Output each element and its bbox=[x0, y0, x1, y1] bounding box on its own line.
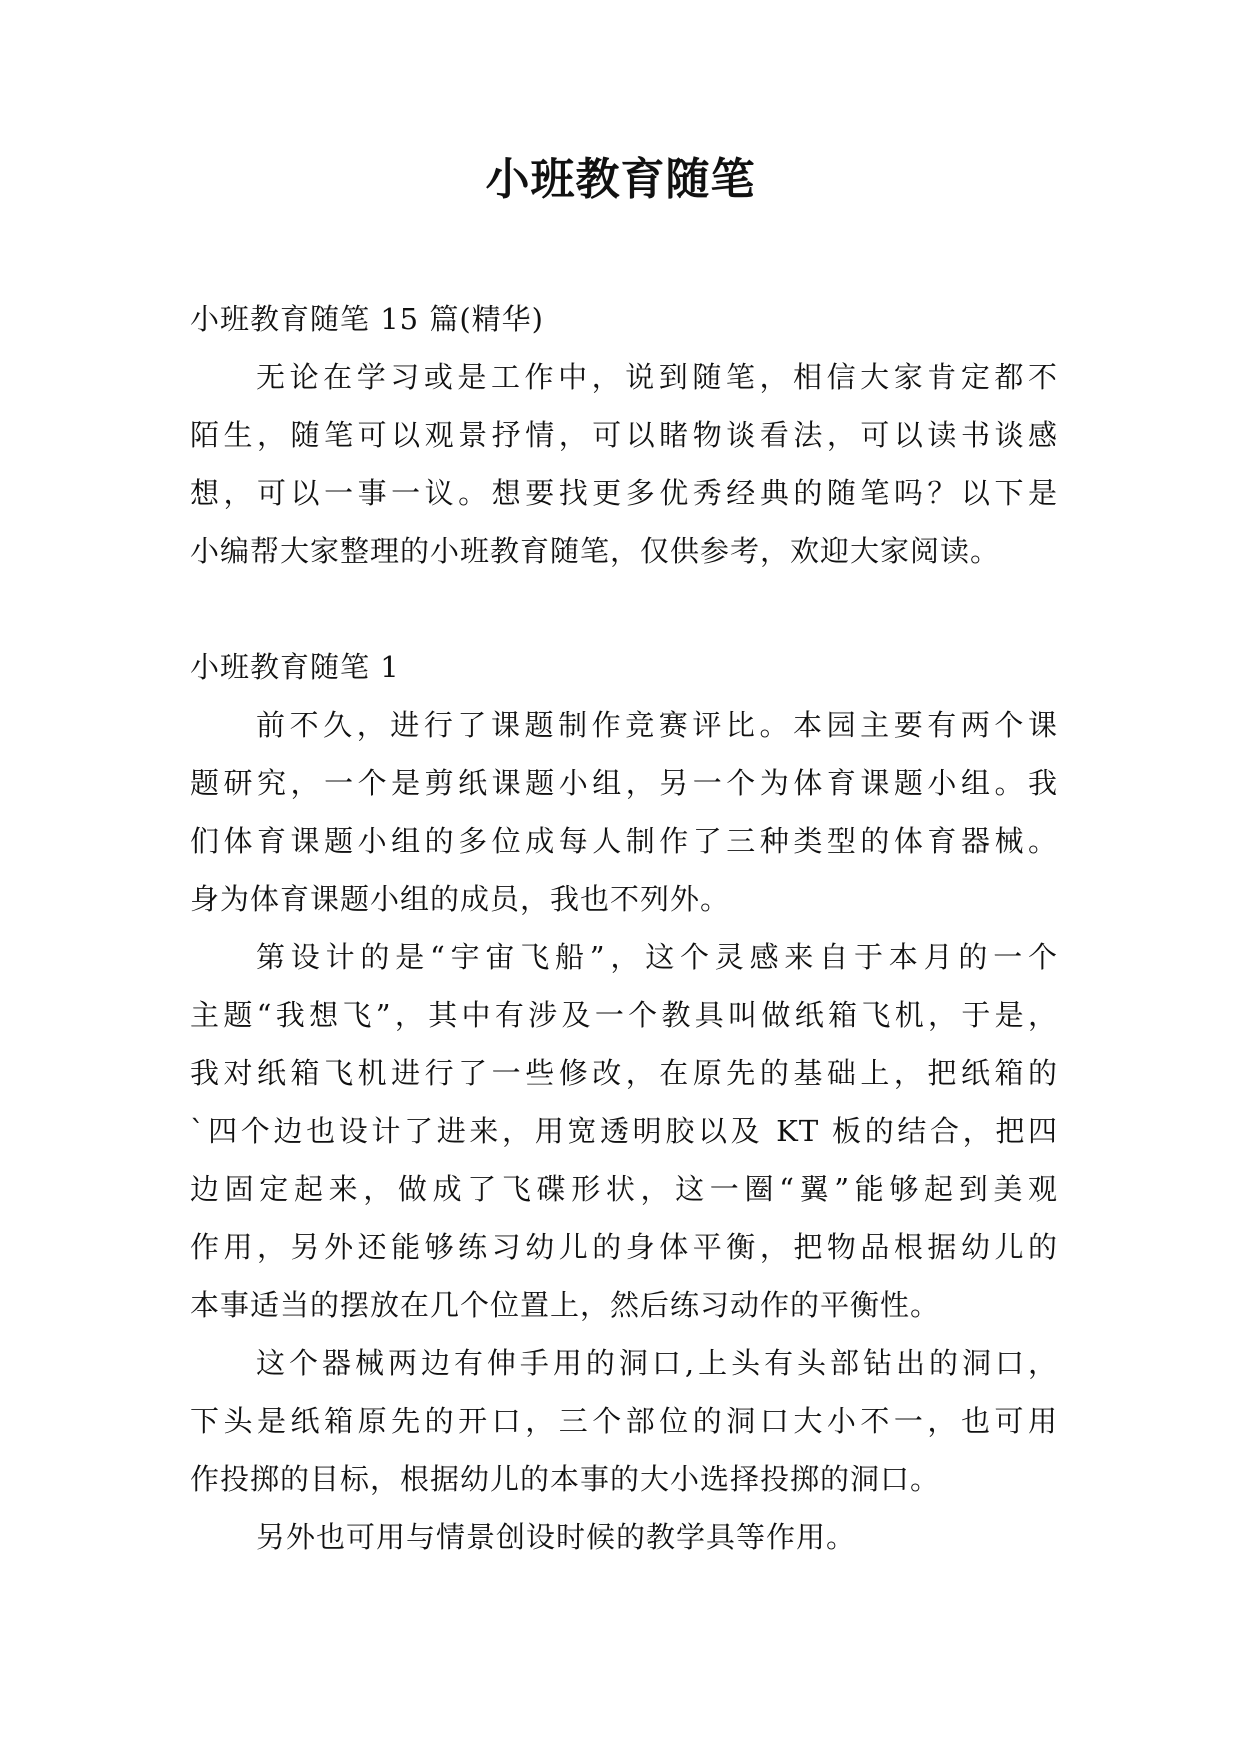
intro-line: 陌生，随笔可以观景抒情，可以睹物谈看法，可以读书谈感 bbox=[190, 418, 1058, 452]
paragraph-line: 作投掷的目标，根据幼儿的本事的大小选择投掷的洞口。 bbox=[190, 1462, 941, 1496]
document-subtitle: 小班教育随笔 15 篇(精华) bbox=[190, 302, 544, 336]
paragraph-gap bbox=[190, 580, 1058, 638]
paragraph-line: 下头是纸箱原先的开口，三个部位的洞口大小不一，也可用 bbox=[190, 1404, 1058, 1438]
intro-line: 小编帮大家整理的小班教育随笔，仅供参考，欢迎大家阅读。 bbox=[190, 534, 1001, 568]
intro-line: 想，可以一事一议。想要找更多优秀经典的随笔吗？以下是 bbox=[190, 476, 1058, 510]
paragraph-line: 们体育课题小组的多位成每人制作了三种类型的体育器械。 bbox=[190, 824, 1058, 858]
paragraph-line: 前不久，进行了课题制作竞赛评比。本园主要有两个课 bbox=[256, 708, 1058, 742]
paragraph-line: 第设计的是“宇宙飞船”，这个灵感来自于本月的一个 bbox=[256, 940, 1058, 974]
paragraph-line: 另外也可用与情景创设时候的教学具等作用。 bbox=[256, 1520, 857, 1554]
paragraph-line: 边固定起来，做成了飞碟形状，这一圈“翼”能够起到美观 bbox=[190, 1172, 1058, 1206]
paragraph-line: 身为体育课题小组的成员，我也不列外。 bbox=[190, 882, 731, 916]
document-body bbox=[190, 290, 1058, 1566]
paragraph-line: 主题“我想飞”，其中有涉及一个教具叫做纸箱飞机，于是， bbox=[190, 998, 1058, 1032]
section-heading: 小班教育随笔 1 bbox=[190, 650, 400, 684]
paragraph-line: `四个边也设计了进来，用宽透明胶以及 KT 板的结合，把四 bbox=[190, 1114, 1058, 1148]
paragraph-line: 题研究，一个是剪纸课题小组，另一个为体育课题小组。我 bbox=[190, 766, 1058, 800]
intro-line: 无论在学习或是工作中，说到随笔，相信大家肯定都不 bbox=[256, 360, 1058, 394]
paragraph-line: 本事适当的摆放在几个位置上，然后练习动作的平衡性。 bbox=[190, 1288, 941, 1322]
paragraph-line: 作用，另外还能够练习幼儿的身体平衡，把物品根据幼儿的 bbox=[190, 1230, 1058, 1264]
paragraph-line: 这个器械两边有伸手用的洞口,上头有头部钻出的洞口， bbox=[256, 1346, 1058, 1380]
paragraph-line: 我对纸箱飞机进行了一些修改，在原先的基础上，把纸箱的 bbox=[190, 1056, 1058, 1090]
page-title: 小班教育随笔 bbox=[485, 154, 756, 205]
